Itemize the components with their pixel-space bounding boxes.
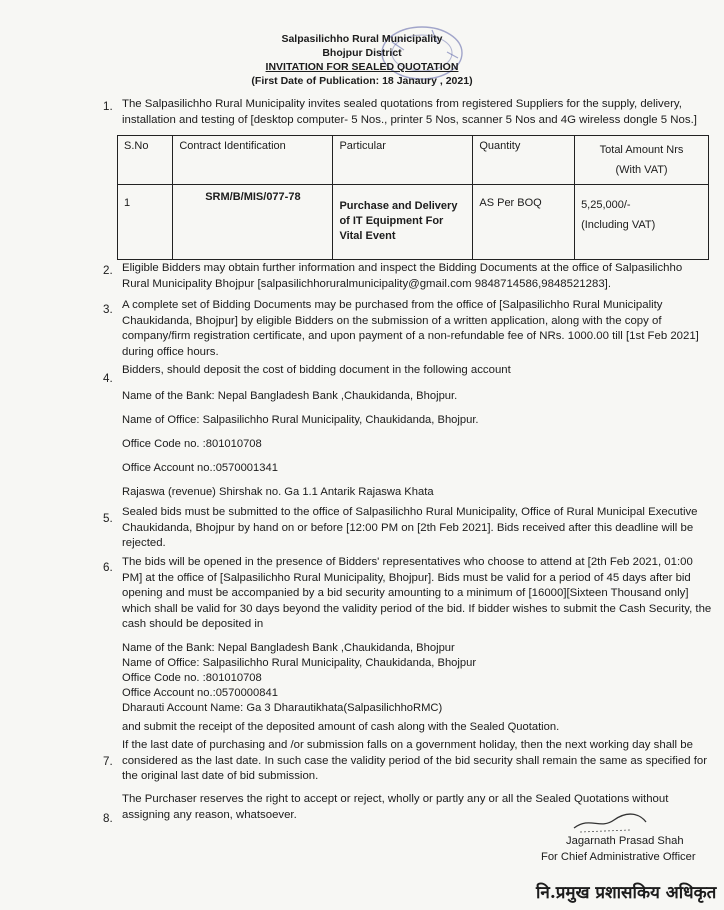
revenue-shirshak-4: Rajaswa (revenue) Shirshak no. Ga 1.1 Antarik Rajaswa Khata <box>122 486 434 498</box>
document-header <box>0 32 724 88</box>
district-name: Bhojpur District <box>322 47 402 59</box>
office-name-4: Name of Office: Salpasilichho Rural Municipality, Chaukidanda, Bhojpur. <box>122 414 479 426</box>
office-account-4: Office Account no.:0570001341 <box>122 462 278 474</box>
handwritten-signature <box>570 810 650 834</box>
item-number-1: 1. <box>103 100 113 113</box>
item-number-5: 5. <box>103 512 113 525</box>
quotation-table <box>117 135 709 260</box>
cell-sno: 1 <box>118 185 173 260</box>
item-text-1: The Salpasilichho Rural Municipality invites sealed quotations from registered Suppliers for the supply, delivery, installation and testing of [desktop computer- 5 Nos., printer 5 Nos, scanner 5 Nos and 4G wireless dongle 5 Nos.] <box>122 98 697 126</box>
signatory-title: For Chief Administrative Officer <box>541 851 696 863</box>
item-number-3: 3. <box>103 303 113 316</box>
item-text-4: Bidders, should deposit the cost of bidding document in the following account <box>122 364 511 376</box>
item-text-3: A complete set of Bidding Documents may be purchased from the office of [Salpasilichho Rural Municipality Chaukidanda, Bhojpur] by eligible Bidders on the submission of a written application, along with the copy of company/firm registration certificate, and upon payment of a non-refundable fee of NRs. 1000.00 till [1st Feb 2021] during office hours. <box>122 299 699 358</box>
item-number-2: 2. <box>103 264 113 277</box>
notice-title: INVITATION FOR SEALED QUOTATION <box>265 61 459 73</box>
header-quantity: Quantity <box>473 136 575 185</box>
cell-amount <box>575 185 709 260</box>
header-contract: Contract Identification <box>173 136 333 185</box>
bank-name-6: Name of the Bank: Nepal Bangladesh Bank ,Chaukidanda, Bhojpur <box>122 642 455 654</box>
header-sno: S.No <box>118 136 173 185</box>
cell-quantity: AS Per BOQ <box>473 185 575 260</box>
dharauti-account-6: Dharauti Account Name: Ga 3 Dharautikhata(SalpasilichhoRMC) <box>122 702 443 714</box>
office-code-4: Office Code no. :801010708 <box>122 438 262 450</box>
office-name-6: Name of Office: Salpasilichho Rural Municipality, Chaukidanda, Bhojpur <box>122 657 477 669</box>
cell-contract: SRM/B/MIS/077-78 <box>173 185 333 260</box>
item-number-4: 4. <box>103 372 113 385</box>
cell-amount-value: 5,25,000/- <box>581 199 631 211</box>
office-code-6: Office Code no. :801010708 <box>122 672 262 684</box>
table-header-row <box>118 136 709 185</box>
item-text-5: Sealed bids must be submitted to the office of Salpasilichho Rural Municipality, Office of Rural Municipal Executive Chaukidanda, Bhojpur by hand on or before [12:00 PM on [2th Feb 2021]. Bids received after this deadline will be rejected. <box>122 506 698 549</box>
table-row <box>118 185 709 260</box>
item-number-6: 6. <box>103 561 113 574</box>
item-text-7: If the last date of purchasing and /or submission falls on a government holiday, then the next working day shall be considered as the last date. In such case the validity period of the bid security shall remain the same as specified for the original last date of bid submission. <box>122 739 708 782</box>
publication-date: (First Date of Publication: 18 Janaury , 2021) <box>251 75 473 87</box>
signatory-name: Jagarnath Prasad Shah <box>566 835 684 847</box>
cell-particular: Purchase and Delivery of IT Equipment For Vital Event <box>333 185 473 260</box>
header-amount <box>575 136 709 185</box>
nepali-designation-stamp: नि.प्रमुख प्रशासकिय अधिकृत <box>536 883 717 903</box>
receipt-note-6: and submit the receipt of the deposited amount of cash along with the Sealed Quotation. <box>122 721 560 733</box>
header-particular: Particular <box>333 136 473 185</box>
item-text-6: The bids will be opened in the presence of Bidders' representatives who choose to attend at [2th Feb 2021, 01:00 PM] at the office of [Salpasilichho Rural Municipality, Bhojpur]. Bids must be valid for a period of 45 days after bid opening and must be accompanied by a bid security amounting to a minimum of [16000][Sixteen Thousand only] which shall be valid for 30 days beyond the validity period of the bid. If bidder wishes to submit the Cash Security, the cash should be deposited in <box>122 556 712 630</box>
bank-name-4: Name of the Bank: Nepal Bangladesh Bank ,Chaukidanda, Bhojpur. <box>122 390 458 402</box>
cell-amount-note: (Including VAT) <box>581 219 656 231</box>
header-amount-label: Total Amount Nrs <box>599 144 684 156</box>
item-text-8: The Purchaser reserves the right to accept or reject, wholly or partly any or all the Sealed Quotations without assigning any reason, whatsoever. <box>122 793 669 821</box>
item-number-8: 8. <box>103 812 113 825</box>
item-text-2: Eligible Bidders may obtain further information and inspect the Bidding Documents at the office of Salpasilichho Rural Municipality Bhojpur [salpasilichhoruralmunicipality@gmail.com 9848714586,9848521283]. <box>122 262 683 290</box>
office-account-6: Office Account no.:0570000841 <box>122 687 278 699</box>
municipality-name: Salpasilichho Rural Municipality <box>281 33 443 45</box>
item-number-7: 7. <box>103 755 113 768</box>
header-amount-vat: (With VAT) <box>615 164 668 176</box>
